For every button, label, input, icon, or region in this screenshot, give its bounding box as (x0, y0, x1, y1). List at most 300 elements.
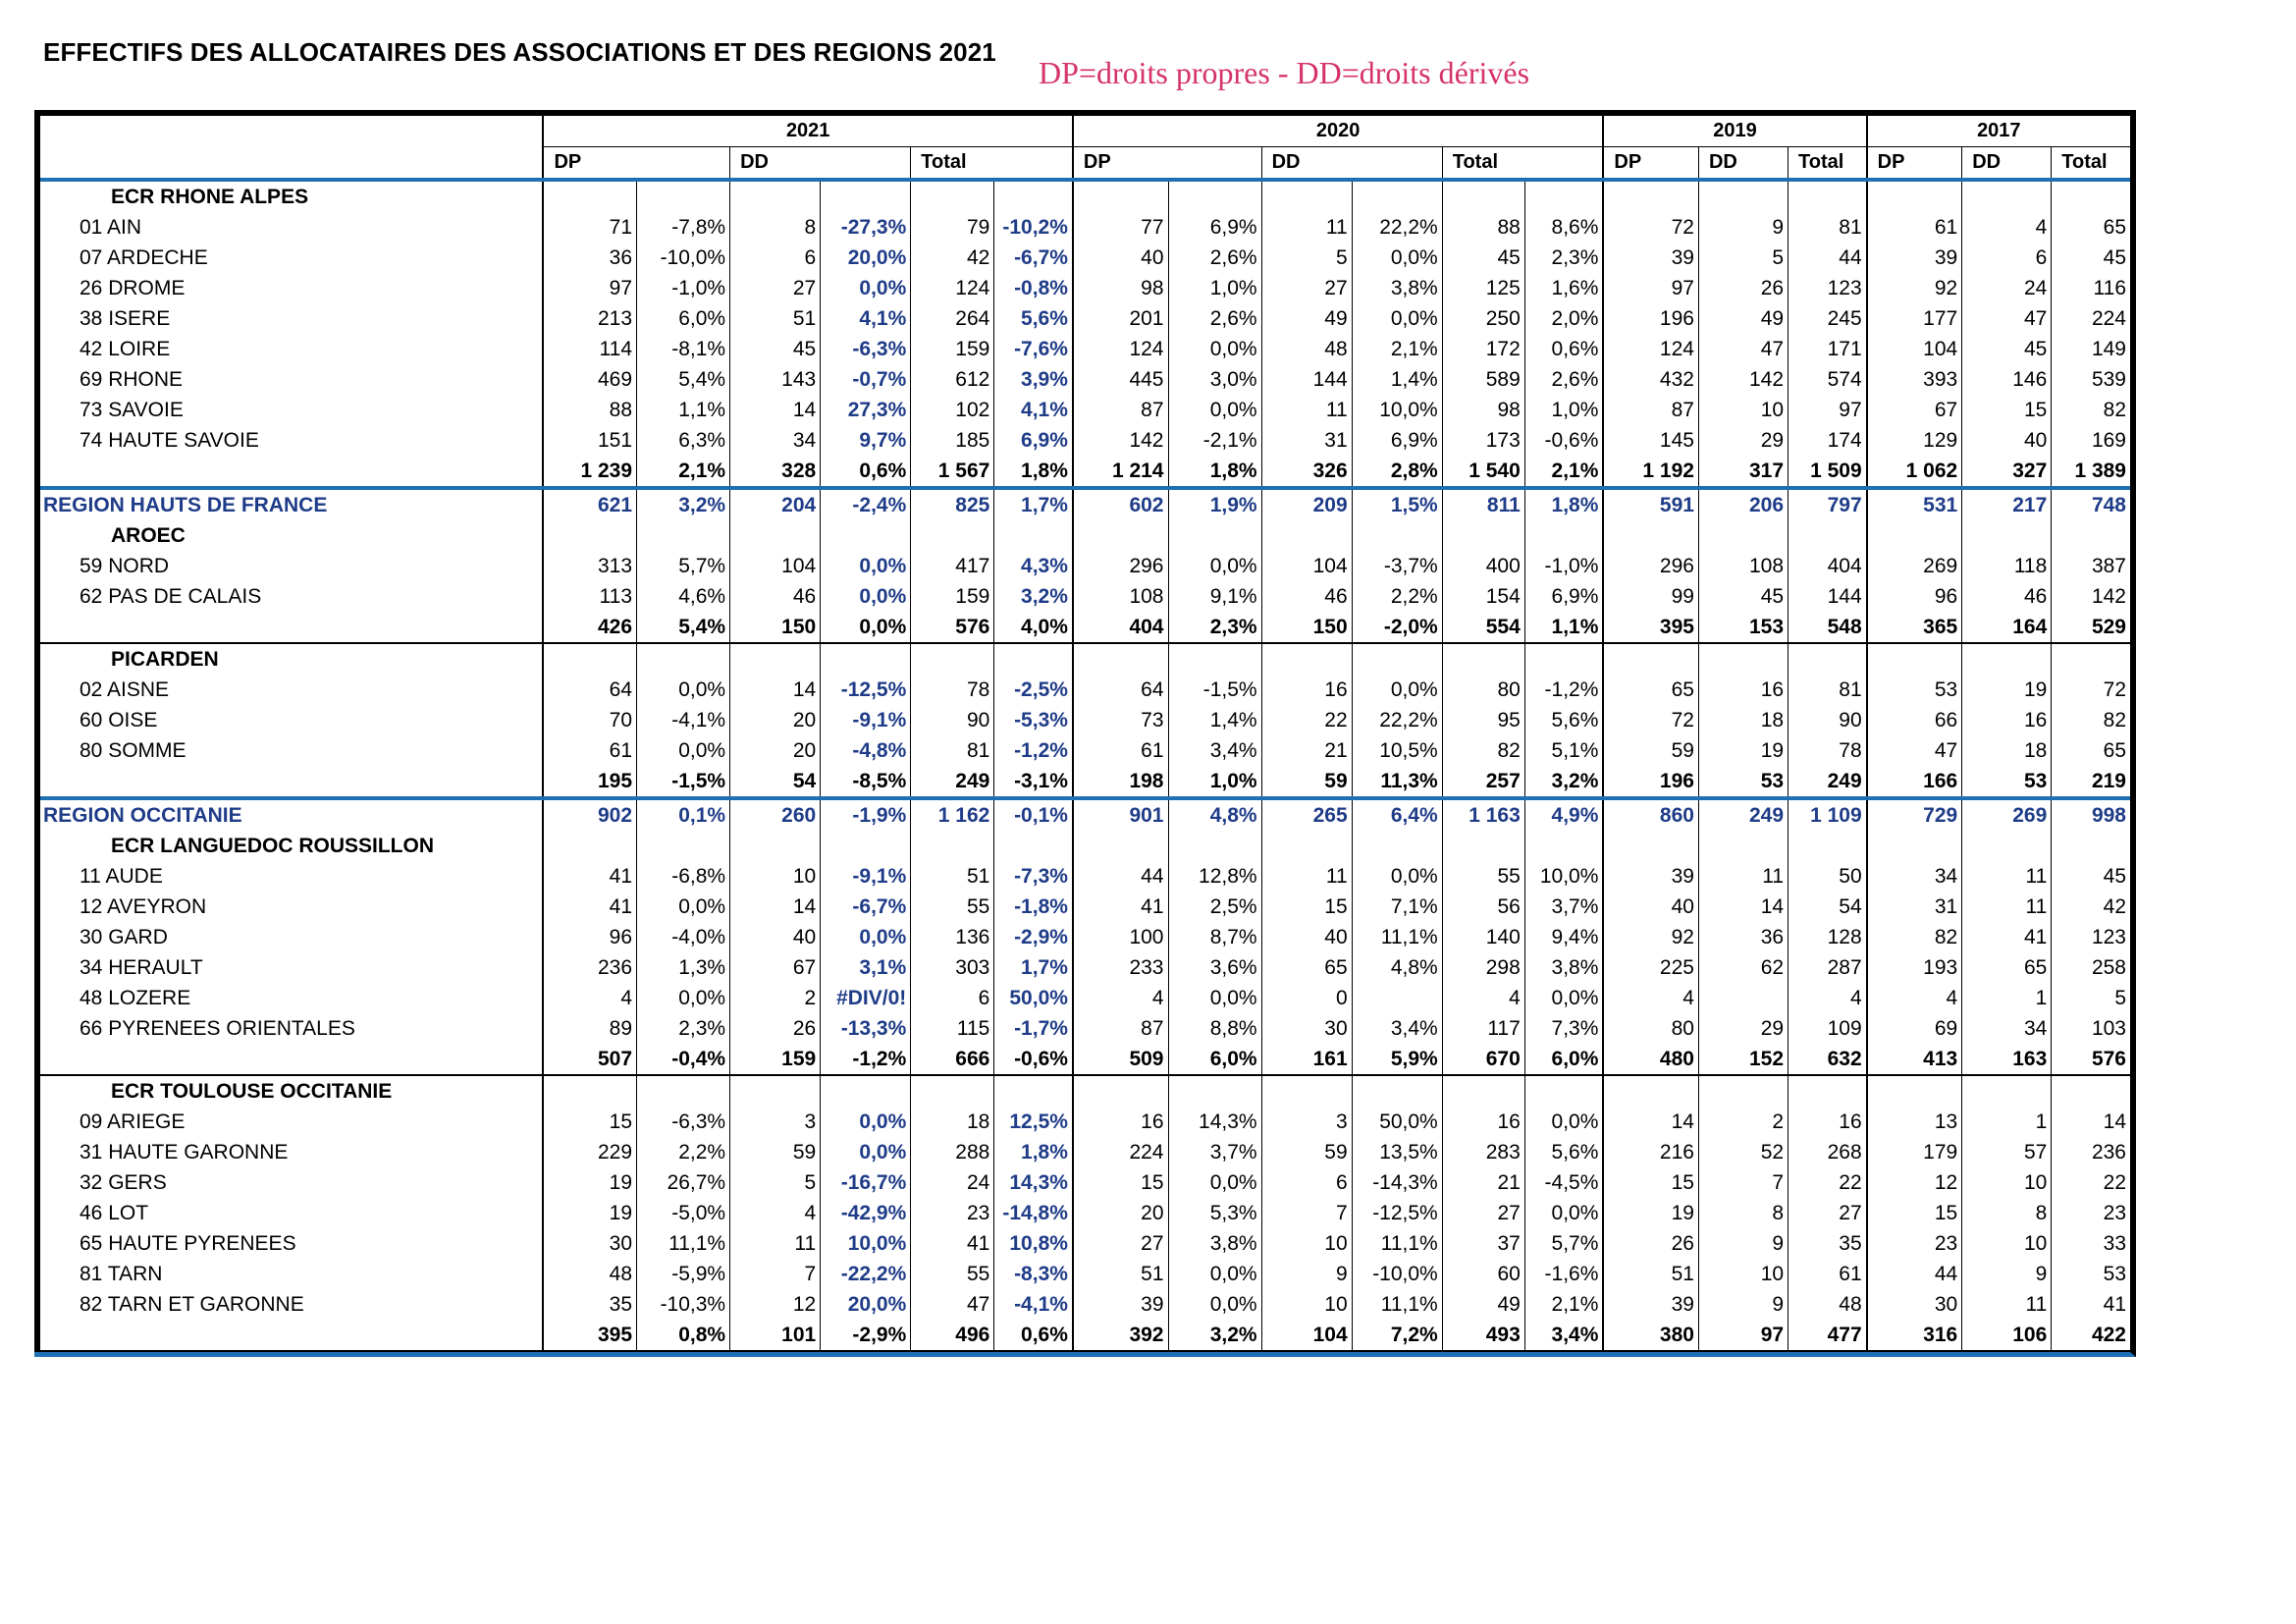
table-cell: 0,0% (1168, 1259, 1261, 1289)
table-cell (2052, 831, 2130, 861)
table-cell: -0,8% (994, 273, 1073, 303)
table-cell: 146 (1962, 364, 2052, 395)
table-cell: -1,2% (994, 735, 1073, 766)
table-cell: 1 509 (1789, 456, 1867, 488)
table-cell: 236 (543, 952, 636, 983)
table-cell: 298 (1442, 952, 1524, 983)
table-cell: -10,0% (1352, 1259, 1442, 1289)
table-cell: 8,6% (1524, 212, 1603, 243)
table-cell: 0,0% (1168, 395, 1261, 425)
table-cell: 477 (1789, 1320, 1867, 1351)
group-label: AROEC (37, 520, 543, 551)
table-cell: 6,9% (1352, 425, 1442, 456)
table-cell: 3,2% (637, 488, 730, 520)
table-cell: 811 (1442, 488, 1524, 520)
table-cell: 0,8% (637, 1320, 730, 1351)
table-cell: 395 (1603, 612, 1698, 643)
region-label: REGION OCCITANIE (37, 798, 543, 831)
table-cell (637, 180, 730, 212)
table-cell: 49 (1698, 303, 1788, 334)
table-cell (1867, 520, 1962, 551)
table-cell: 6,3% (637, 425, 730, 456)
table-cell: 152 (1698, 1044, 1788, 1075)
table-cell: 589 (1442, 364, 1524, 395)
table-cell: 106 (1962, 1320, 2052, 1351)
table-cell: 13,5% (1352, 1137, 1442, 1167)
table-cell: 0,0% (1524, 983, 1603, 1013)
table-cell: 172 (1442, 334, 1524, 364)
table-cell: 81 (1789, 675, 1867, 705)
table-cell: 15 (1867, 1198, 1962, 1228)
table-cell: 5,4% (637, 612, 730, 643)
table-cell: 48 (1789, 1289, 1867, 1320)
table-cell (1867, 831, 1962, 861)
table-cell: 177 (1867, 303, 1962, 334)
table-cell: -5,0% (637, 1198, 730, 1228)
table-cell: 129 (1867, 425, 1962, 456)
table-cell: 73 (1073, 705, 1168, 735)
table-cell: 797 (1789, 488, 1867, 520)
table-cell: 98 (1073, 273, 1168, 303)
table-cell: 6,0% (1168, 1044, 1261, 1075)
table-cell: 42 (2052, 892, 2130, 922)
table-cell: 5 (2052, 983, 2130, 1013)
row-label: 31 HAUTE GARONNE (37, 1137, 543, 1167)
table-cell: 11 (1962, 861, 2052, 892)
table-cell: 102 (911, 395, 994, 425)
table-cell: 142 (1698, 364, 1788, 395)
table-cell (1962, 180, 2052, 212)
table-cell: 53 (1962, 766, 2052, 798)
table-cell: 233 (1073, 952, 1168, 983)
table-cell: 15 (1603, 1167, 1698, 1198)
table-cell: 1 214 (1073, 456, 1168, 488)
table-cell: 37 (1442, 1228, 1524, 1259)
table-cell (1168, 1075, 1261, 1107)
table-cell (1073, 180, 1168, 212)
table-cell: -1,2% (1524, 675, 1603, 705)
table-cell: 206 (1698, 488, 1788, 520)
table-cell (2052, 180, 2130, 212)
table-cell: 269 (1867, 551, 1962, 581)
region-label: REGION HAUTS DE FRANCE (37, 488, 543, 520)
table-cell: 2,3% (637, 1013, 730, 1044)
table-cell: 574 (1789, 364, 1867, 395)
table-cell: -7,3% (994, 861, 1073, 892)
table-cell: 11 (1698, 861, 1788, 892)
table-cell: 0,6% (994, 1320, 1073, 1351)
table-cell: -1,6% (1524, 1259, 1603, 1289)
table-cell: 97 (543, 273, 636, 303)
table-row (37, 303, 2130, 334)
table-cell: 3,4% (1352, 1013, 1442, 1044)
table-cell: 216 (1603, 1137, 1698, 1167)
table-cell: 2,1% (1524, 1289, 1603, 1320)
table-row (37, 1259, 2130, 1289)
table-cell: 469 (543, 364, 636, 395)
table-cell: 0,0% (1168, 1289, 1261, 1320)
table-cell (543, 1075, 636, 1107)
table-cell: 19 (1962, 675, 2052, 705)
table-cell: 30 (1867, 1289, 1962, 1320)
table-cell: 257 (1442, 766, 1524, 798)
table-cell: 21 (1261, 735, 1352, 766)
table-cell: -1,0% (1524, 551, 1603, 581)
table-cell (1524, 180, 1603, 212)
table-cell: 81 (911, 735, 994, 766)
table-cell: 77 (1073, 212, 1168, 243)
table-cell: -4,1% (637, 705, 730, 735)
table-cell: 36 (1698, 922, 1788, 952)
row-label: 42 LOIRE (37, 334, 543, 364)
table-cell: 15 (1073, 1167, 1168, 1198)
table-cell: 92 (1603, 922, 1698, 952)
table-row (37, 334, 2130, 364)
table-cell: 265 (1261, 798, 1352, 831)
table-cell: -3,7% (1352, 551, 1442, 581)
table-cell: 47 (1867, 735, 1962, 766)
table-cell: 11 (1962, 1289, 2052, 1320)
table-cell (821, 180, 911, 212)
table-cell: -2,4% (821, 488, 911, 520)
table-cell: -2,5% (994, 675, 1073, 705)
table-cell: 9,1% (1168, 581, 1261, 612)
table-cell: 0,0% (1352, 303, 1442, 334)
table-cell: 22 (1261, 705, 1352, 735)
table-cell: 4,3% (994, 551, 1073, 581)
table-cell: -27,3% (821, 212, 911, 243)
table-cell: 1,8% (994, 456, 1073, 488)
table-cell: 0,6% (821, 456, 911, 488)
table-cell: 1,7% (994, 952, 1073, 983)
table-cell: 3,2% (1524, 766, 1603, 798)
table-cell: 0,0% (821, 273, 911, 303)
table-cell: 14 (730, 395, 821, 425)
table-cell: 113 (543, 581, 636, 612)
table-cell: 49 (1442, 1289, 1524, 1320)
table-cell: 61 (1073, 735, 1168, 766)
table-cell: 101 (730, 1320, 821, 1351)
table-cell: 2,1% (637, 456, 730, 488)
group-label: ECR RHONE ALPES (37, 180, 543, 212)
table-cell: 1 062 (1867, 456, 1962, 488)
legend-note: DP=droits propres - DD=droits dérivés (1039, 55, 1530, 90)
table-cell (637, 831, 730, 861)
table-cell: -12,5% (1352, 1198, 1442, 1228)
table-cell: 95 (1442, 705, 1524, 735)
table-cell: 70 (543, 705, 636, 735)
subheader-dd: DD (1962, 147, 2052, 181)
table-cell: 61 (1867, 212, 1962, 243)
table-cell: -4,8% (821, 735, 911, 766)
table-cell (1698, 831, 1788, 861)
table-cell: -0,6% (994, 1044, 1073, 1075)
table-cell: 6,0% (637, 303, 730, 334)
table-cell: 1 567 (911, 456, 994, 488)
table-cell: 326 (1261, 456, 1352, 488)
table-cell (1698, 1075, 1788, 1107)
table-cell: 26 (730, 1013, 821, 1044)
table-cell: -10,3% (637, 1289, 730, 1320)
table-cell (1352, 1075, 1442, 1107)
table-cell (1603, 520, 1698, 551)
table-cell (2052, 643, 2130, 675)
subheader-dd: DD (1698, 147, 1788, 181)
table-cell: 142 (2052, 581, 2130, 612)
table-cell: 22,2% (1352, 212, 1442, 243)
table-cell (637, 643, 730, 675)
table-cell: 29 (1698, 425, 1788, 456)
table-cell: 998 (2052, 798, 2130, 831)
table-cell: 4,8% (1352, 952, 1442, 983)
subheader-row (37, 147, 2130, 181)
table-cell: 5,4% (637, 364, 730, 395)
table-cell: 80 (1603, 1013, 1698, 1044)
table-row (37, 1198, 2130, 1228)
table-cell: -3,1% (994, 766, 1073, 798)
row-label: 38 ISERE (37, 303, 543, 334)
row-label: 30 GARD (37, 922, 543, 952)
corner-cell (37, 147, 543, 181)
table-cell: 163 (1962, 1044, 2052, 1075)
table-cell: 31 (1261, 425, 1352, 456)
table-cell: -6,3% (637, 1107, 730, 1137)
data-table (34, 110, 2130, 1352)
table-cell: 10,0% (1524, 861, 1603, 892)
table-cell: 1 540 (1442, 456, 1524, 488)
table-cell: 1,1% (637, 395, 730, 425)
table-cell: 328 (730, 456, 821, 488)
table-cell: 296 (1603, 551, 1698, 581)
table-cell: 2,1% (1524, 456, 1603, 488)
table-cell: 507 (543, 1044, 636, 1075)
table-cell: 0,0% (821, 922, 911, 952)
table-cell: 1 (1962, 983, 2052, 1013)
table-cell (821, 831, 911, 861)
table-cell: 53 (1867, 675, 1962, 705)
table-cell: 179 (1867, 1137, 1962, 1167)
corner-cell (37, 113, 543, 147)
table-cell: 45 (1962, 334, 2052, 364)
table-cell: 27 (1261, 273, 1352, 303)
table-cell: 2,0% (1524, 303, 1603, 334)
table-cell: 902 (543, 798, 636, 831)
table-row (37, 705, 2130, 735)
table-cell (543, 180, 636, 212)
table-cell: -7,8% (637, 212, 730, 243)
table-cell: -1,5% (1168, 675, 1261, 705)
table-cell: 55 (1442, 861, 1524, 892)
table-cell: 50,0% (1352, 1107, 1442, 1137)
table-cell: 12 (1867, 1167, 1962, 1198)
table-cell: -2,9% (994, 922, 1073, 952)
table-cell: 11 (1261, 861, 1352, 892)
table-cell: 10 (1698, 1259, 1788, 1289)
table-cell: 109 (1789, 1013, 1867, 1044)
table-cell: 108 (1073, 581, 1168, 612)
row-label: 48 LOZERE (37, 983, 543, 1013)
table-cell: 193 (1867, 952, 1962, 983)
table-cell: -14,3% (1352, 1167, 1442, 1198)
table-cell: 50 (1789, 861, 1867, 892)
table-cell (1789, 180, 1867, 212)
table-cell: 1,0% (1168, 766, 1261, 798)
table-cell: 5 (730, 1167, 821, 1198)
row-label: 74 HAUTE SAVOIE (37, 425, 543, 456)
table-cell: 23 (2052, 1198, 2130, 1228)
table-cell: 204 (730, 488, 821, 520)
table-cell: 27 (1789, 1198, 1867, 1228)
table-cell (1698, 983, 1788, 1013)
table-cell: 7 (730, 1259, 821, 1289)
table-cell: 54 (1789, 892, 1867, 922)
table-row (37, 1167, 2130, 1198)
table-cell (1603, 1075, 1698, 1107)
table-cell: 104 (1261, 1320, 1352, 1351)
table-cell: 46 (1962, 581, 2052, 612)
table-cell: 2,1% (1352, 334, 1442, 364)
table-cell: 88 (1442, 212, 1524, 243)
table-cell: 4,6% (637, 581, 730, 612)
table-cell: 13 (1867, 1107, 1962, 1137)
table-cell: 1 (1962, 1107, 2052, 1137)
table-cell: 6 (1962, 243, 2052, 273)
group-row (37, 1075, 2130, 1107)
table-cell: 0,0% (1524, 1107, 1603, 1137)
row-label: 73 SAVOIE (37, 395, 543, 425)
subheader-total: Total (911, 147, 1073, 181)
table-cell: -10,2% (994, 212, 1073, 243)
table-cell: 14 (1698, 892, 1788, 922)
table-cell: 6 (1261, 1167, 1352, 1198)
row-label: 34 HERAULT (37, 952, 543, 983)
table-cell (1789, 1075, 1867, 1107)
table-cell: 632 (1789, 1044, 1867, 1075)
table-cell (1867, 180, 1962, 212)
table-cell: 12,5% (994, 1107, 1073, 1137)
table-cell: 209 (1261, 488, 1352, 520)
table-cell: -0,6% (1524, 425, 1603, 456)
table-cell: 69 (1867, 1013, 1962, 1044)
table-cell: 80 (1442, 675, 1524, 705)
table-cell: 41 (543, 861, 636, 892)
group-row (37, 180, 2130, 212)
table-cell: 1 389 (2052, 456, 2130, 488)
subheader-dp: DP (1867, 147, 1962, 181)
table-cell: 40 (1073, 243, 1168, 273)
row-label: 32 GERS (37, 1167, 543, 1198)
table-cell: 40 (1603, 892, 1698, 922)
table-cell: 3,6% (1168, 952, 1261, 983)
table-cell: 87 (1603, 395, 1698, 425)
table-cell: 1,8% (1168, 456, 1261, 488)
table-cell: 3,2% (1168, 1320, 1261, 1351)
table-cell: 380 (1603, 1320, 1698, 1351)
table-row (37, 892, 2130, 922)
table-cell: 104 (730, 551, 821, 581)
year-header-2021: 2021 (543, 113, 1072, 147)
table-cell: 144 (1261, 364, 1352, 395)
table-cell: 61 (543, 735, 636, 766)
table-cell: 327 (1962, 456, 2052, 488)
table-cell: 10,0% (821, 1228, 911, 1259)
table-cell (1168, 831, 1261, 861)
table-cell: 65 (1962, 952, 2052, 983)
table-cell: 47 (911, 1289, 994, 1320)
subheader-total: Total (2052, 147, 2130, 181)
table-row (37, 952, 2130, 983)
table-cell: -2,9% (821, 1320, 911, 1351)
table-body (37, 180, 2130, 1351)
row-label: 12 AVEYRON (37, 892, 543, 922)
group-row (37, 643, 2130, 675)
table-cell: 509 (1073, 1044, 1168, 1075)
table-cell: 159 (730, 1044, 821, 1075)
table-row (37, 861, 2130, 892)
table-cell: 100 (1073, 922, 1168, 952)
table-cell: 0,0% (821, 581, 911, 612)
table-cell: 4 (1962, 212, 2052, 243)
table-cell: 47 (1698, 334, 1788, 364)
table-cell: 5 (1698, 243, 1788, 273)
group-label: PICARDEN (37, 643, 543, 675)
table-cell (1073, 1075, 1168, 1107)
table-cell: 8,8% (1168, 1013, 1261, 1044)
table-cell: 39 (1603, 861, 1698, 892)
table-cell: 5,7% (1524, 1228, 1603, 1259)
table-cell: 71 (543, 212, 636, 243)
table-cell: 0,0% (1168, 334, 1261, 364)
row-label: 82 TARN ET GARONNE (37, 1289, 543, 1320)
table-cell (1352, 180, 1442, 212)
table-cell (1442, 1075, 1524, 1107)
row-label: 60 OISE (37, 705, 543, 735)
table-cell: 4 (1867, 983, 1962, 1013)
table-cell: 128 (1789, 922, 1867, 952)
table-cell: 65 (1603, 675, 1698, 705)
table-cell (1524, 831, 1603, 861)
table-cell: 7 (1261, 1198, 1352, 1228)
table-cell: 61 (1789, 1259, 1867, 1289)
row-label: 01 AIN (37, 212, 543, 243)
table-cell: 45 (730, 334, 821, 364)
table-cell (1261, 1075, 1352, 1107)
table-cell: 417 (911, 551, 994, 581)
table-cell: 9,4% (1524, 922, 1603, 952)
table-cell: 0,0% (1352, 675, 1442, 705)
table-row (37, 1107, 2130, 1137)
table-row (37, 273, 2130, 303)
table-cell: 2,3% (1168, 612, 1261, 643)
table-cell (1073, 831, 1168, 861)
table-cell: 8 (1698, 1198, 1788, 1228)
table-cell: 4 (1603, 983, 1698, 1013)
table-cell: 59 (1603, 735, 1698, 766)
table-cell: 6,4% (1352, 798, 1442, 831)
table-cell: 860 (1603, 798, 1698, 831)
table-cell: 0,0% (821, 1137, 911, 1167)
subheader-dp: DP (543, 147, 729, 181)
table-cell: -0,7% (821, 364, 911, 395)
table-cell (543, 831, 636, 861)
table-cell: 621 (543, 488, 636, 520)
table-cell: 268 (1789, 1137, 1867, 1167)
table-cell: 59 (730, 1137, 821, 1167)
table-cell: -10,0% (637, 243, 730, 273)
table-cell: 198 (1073, 766, 1168, 798)
table-cell: 591 (1603, 488, 1698, 520)
table-cell: 10,0% (1352, 395, 1442, 425)
